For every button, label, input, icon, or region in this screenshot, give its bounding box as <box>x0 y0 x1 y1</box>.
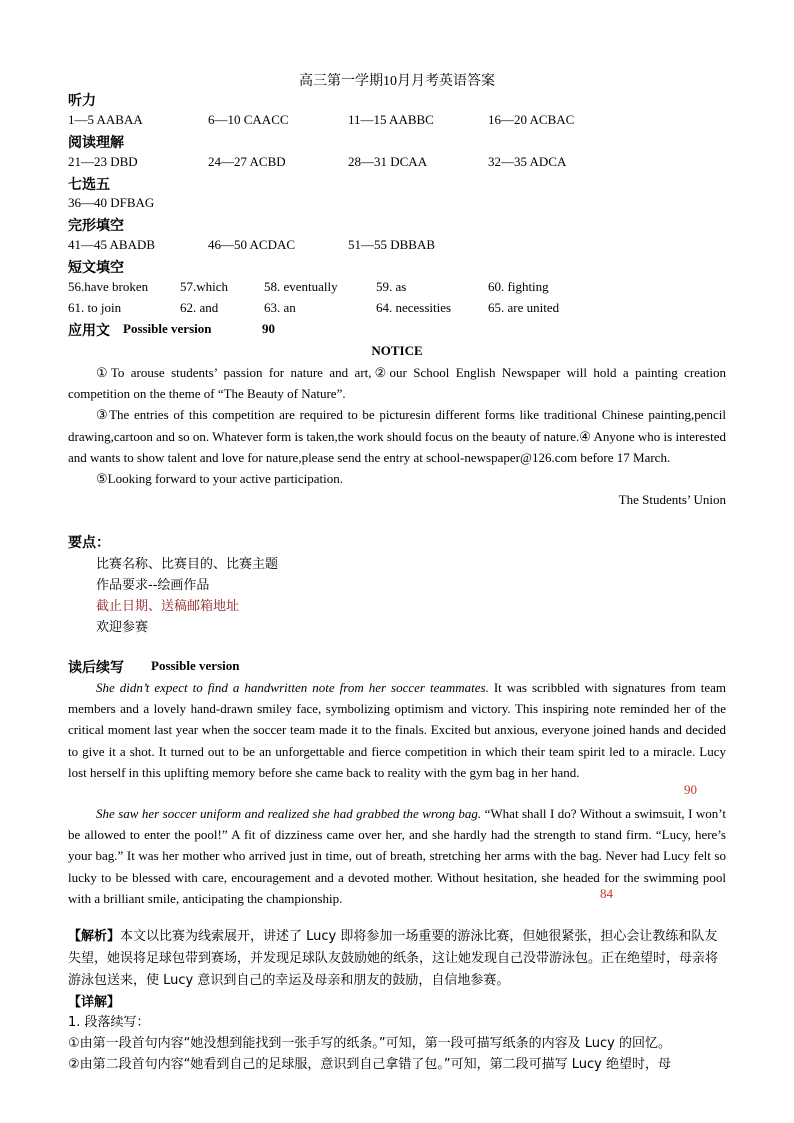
answer-group: 6—10 CAACC <box>208 112 289 127</box>
answer-group: 24—27 ACBD <box>208 154 286 169</box>
notice-signature: The Students’ Union <box>618 492 726 508</box>
key-point-item: 欢迎参赛 <box>96 620 149 635</box>
answer-group: 16—20 ACBAC <box>488 112 575 127</box>
answer-group: 36—40 DFBAG <box>68 195 155 210</box>
cloze-heading: 完形填空 <box>68 218 124 234</box>
analysis-block <box>68 926 730 1014</box>
grammar-answer: 62. and <box>180 300 219 315</box>
continuation-version: Possible version <box>151 658 240 673</box>
answer-group: 32—35 ADCA <box>488 154 567 169</box>
story-text: “What shall I do? Without a swimsuit, I won’t be allowed to enter the pool!” A fit of dizziness came over her, and she hardly had the strength to stand firm. “Lucy, here’s your bag.” It was her mother who arrived just in time, out of breath, stretching her arms with the bag. Never had Lucy felt so lucky to be blessed with care, encouragement and a devoted mother. Without hesitation, she headed for the swimming pool with a brilliant smile, anticipating the championship. <box>68 806 726 906</box>
analysis-text: 本文以比赛为线索展开，讲述了 Lucy 即将参加一场重要的游泳比赛，但她很紧张，担心会让教练和队友失望，她误将足球包带到赛场，并发现足球队友鼓励她的纸条，这让她发现自己没带游泳包。正在绝望时，母亲将游泳包送来，使 Lucy 意识到自己的幸运及母亲和朋友的鼓励，自信地参赛。 <box>68 929 719 988</box>
answer-group: 46—50 ACDAC <box>208 237 296 252</box>
story-lead-sentence: She saw her soccer uniform and realized she had grabbed the wrong bag. <box>96 806 482 821</box>
paragraph-score: 84 <box>600 886 613 901</box>
practical-heading: 应用文 <box>68 323 110 339</box>
answer-group: 1—5 AABAA <box>68 112 143 127</box>
key-point-item: 比赛名称、比赛目的、比赛主题 <box>96 557 279 572</box>
continuation-body <box>68 677 726 783</box>
notice-paragraph: ③The entries of this competition are required to be picturesin different forms like traditional Chinese painting,pencil drawing,cartoon and so on. Whatever form is taken,the work should focus on the beauty of nature.④ Anyone who is interested and wants to show talent and love for nature,please send the entry at school-newspaper@126.com before 17 March. <box>68 407 726 465</box>
page-title: 高三第一学期10月月考英语答案 <box>299 74 495 89</box>
grammar-answer: 56.have broken <box>68 279 149 294</box>
paragraph-score: 90 <box>684 782 697 797</box>
grammar-answer: 64. necessities <box>376 300 452 315</box>
practical-score: 90 <box>262 321 275 336</box>
grammar-answer: 61. to join <box>68 300 122 315</box>
grammar-answer: 58. eventually <box>264 279 338 294</box>
seven-five-heading: 七选五 <box>68 177 110 193</box>
detail-line: ①由第一段首句内容“她没想到能找到一张手写的纸条。”可知，第一段可描写纸条的内容及 Lucy 的回忆。 <box>68 1036 671 1051</box>
notice-paragraph: ⑤Looking forward to your active participation. <box>96 471 344 487</box>
grammar-answer: 57.which <box>180 279 229 294</box>
notice-paragraph: ①To arouse students’ passion for nature and art,②our School English Newspaper will hold a painting creation competition on the theme of “The Beauty of Nature”. <box>68 365 726 402</box>
story-lead-sentence: She didn’t expect to find a handwritten note from her soccer teammates. <box>96 680 489 695</box>
grammar-answer: 65. are united <box>488 300 560 315</box>
grammar-answer: 63. an <box>264 300 296 315</box>
listening-heading: 听力 <box>68 93 96 109</box>
key-point-item-text: 作品要求--绘画作品 <box>96 578 210 593</box>
continuation-body <box>68 803 726 909</box>
grammar-answer: 60. fighting <box>488 279 549 294</box>
story-paragraph <box>68 677 726 783</box>
analysis-label: 【解析】 <box>68 929 121 944</box>
answer-group: 11—15 AABBC <box>348 112 434 127</box>
grammar-answer: 59. as <box>376 279 407 294</box>
key-point-item: 截止日期、送稿邮箱地址 <box>96 599 240 614</box>
detail-line: ②由第二段首句内容“她看到自己的足球服，意识到自己拿错了包。”可知，第二段可描写 Lucy 绝望时，母 <box>68 1057 671 1072</box>
story-text: It was scribbled with signatures from team members and a lovely hand-drawn smiley face, symbolizing optimism and victory. This inspiring note reminded her of the critical moment last year when the soccer team made it to the finals. Excited but anxious, everyone joined hands and decided to give it a shot. It turned out to be an unforgettable and fierce competition in which their team spirit led to a miracle. Lucy lost herself in this uplifting memory before she came back to reality with the gym bag in her hand. <box>68 680 727 780</box>
analysis-paragraph <box>68 926 730 992</box>
practical-version: Possible version <box>123 321 212 336</box>
answer-group: 21—23 DBD <box>68 154 138 169</box>
answer-group: 51—55 DBBAB <box>348 237 436 252</box>
notice-title: NOTICE <box>371 343 423 358</box>
story-paragraph <box>68 803 726 909</box>
detail-label: 【详解】 <box>68 995 121 1010</box>
reading-heading: 阅读理解 <box>68 135 124 151</box>
notice-body <box>68 362 726 510</box>
answer-group: 41—45 ABADB <box>68 237 156 252</box>
answer-group: 28—31 DCAA <box>348 154 428 169</box>
key-points-heading: 要点： <box>68 535 110 551</box>
key-point-item <box>96 574 209 593</box>
grammar-heading: 短文填空 <box>68 260 124 276</box>
detail-line: 1. 段落续写： <box>68 1015 150 1030</box>
detail-block <box>68 1012 730 1075</box>
continuation-heading: 读后续写 <box>68 660 124 676</box>
